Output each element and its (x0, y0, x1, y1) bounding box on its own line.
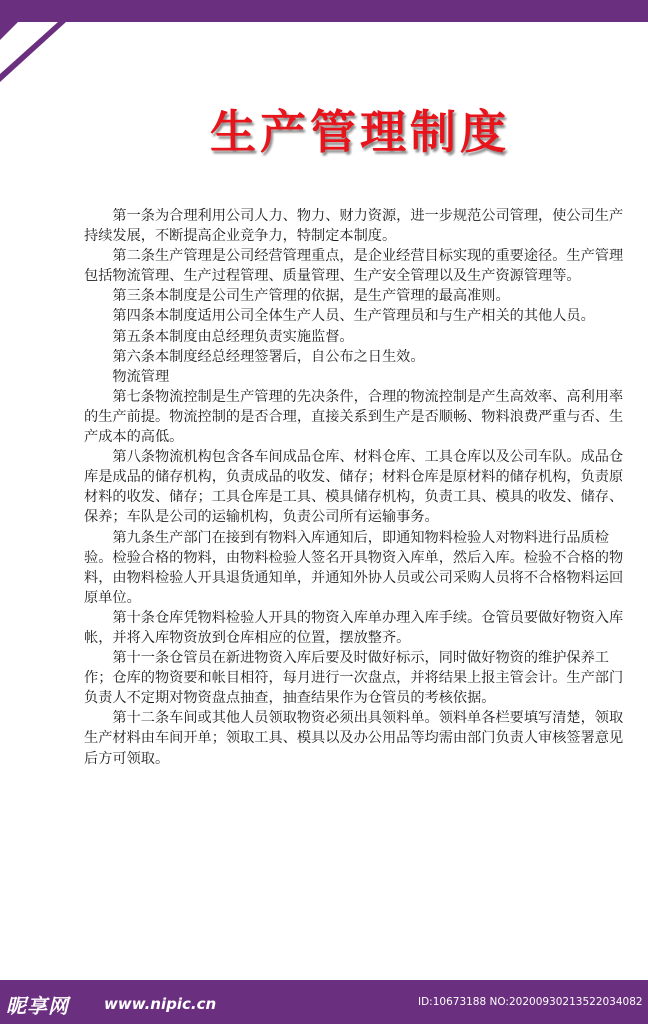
section-heading: 物流管理 (112, 368, 170, 385)
paragraph: 第九条生产部门在接到有物料入库通知后，即通知物料检验人对物料进行品质检验。检验合格的物料，由物料检验人签名开具物资入库单，然后入库。检验不合格的物料，由物料检验人开具退货通知单，并通知外协人员或公司采购人员将不合格物料运回原单位。 (84, 529, 624, 606)
paragraph: 第五条本制度由总经理负责实施监督。 (112, 328, 354, 345)
paragraph: 第四条本制度适用公司全体生产人员、生产管理员和与生产相关的其他人员。 (112, 308, 595, 325)
page-title: 生产管理制度 (210, 105, 510, 159)
document-body (84, 206, 626, 769)
top-corner-decoration (0, 0, 120, 90)
paragraph: 第八条物流机构包含各车间成品仓库、材料仓库、工具仓库以及公司车队。成品仓库是成品的储存机构，负责成品的收发、储存；材料仓库是原材料的储存机构，负责原材料的收发、储存；工具仓库是工具、模具储存机构，负责工具、模具的收发、储存、保养；车队是公司的运输机构，负责公司所有运输事务。 (84, 449, 624, 526)
paragraph: 第一条为合理利用公司人力、物力、财力资源，进一步规范公司管理，使公司生产持续发展，不断提高企业竞争力，特制定本制度。 (84, 208, 624, 245)
watermark-logo: 昵享网 (6, 994, 69, 1018)
watermark-url[interactable]: www.nipic.cn (104, 995, 217, 1013)
paragraph: 第七条物流控制是生产管理的先决条件，合理的物流控制是产生高效率、高利用率的生产前提。物流控制的是否合理，直接关系到生产是否顺畅、物料浪费严重与否、生产成本的高低。 (84, 388, 624, 446)
paragraph: 第十一条仓管员在新进物资入库后要及时做好标示，同时做好物资的维护保养工作；仓库的物资要和帐目相符，每月进行一次盘点，并将结果上报主管会计。生产部门负责人不定期对物资盘点抽查，抽查结果作为仓管员的考核依据。 (84, 650, 624, 707)
paragraph: 第六条本制度经总经理签署后，自公布之日生效。 (112, 348, 425, 365)
paragraph: 第三条本制度是公司生产管理的依据，是生产管理的最高准则。 (112, 288, 510, 305)
paragraph: 第十二条车间或其他人员领取物资必须出具领料单。领料单各栏要填写清楚，领取生产材料由车间开单；领取工具、模具以及办公用品等均需由部门负责人审核签署意见后方可领取。 (84, 710, 624, 767)
image-id-text: ID:10673188 NO:20200930213522034082 (418, 996, 643, 1008)
paragraph: 第二条生产管理是公司经营管理重点，是企业经营目标实现的重要途径。生产管理包括物流管理、生产过程管理、质量管理、生产安全管理以及生产资源管理等。 (84, 248, 624, 285)
paragraph: 第十条仓库凭物料检验人开具的物资入库单办理入库手续。仓管员要做好物资入库帐，并将入库物资放到仓库相应的位置，摆放整齐。 (84, 609, 624, 646)
